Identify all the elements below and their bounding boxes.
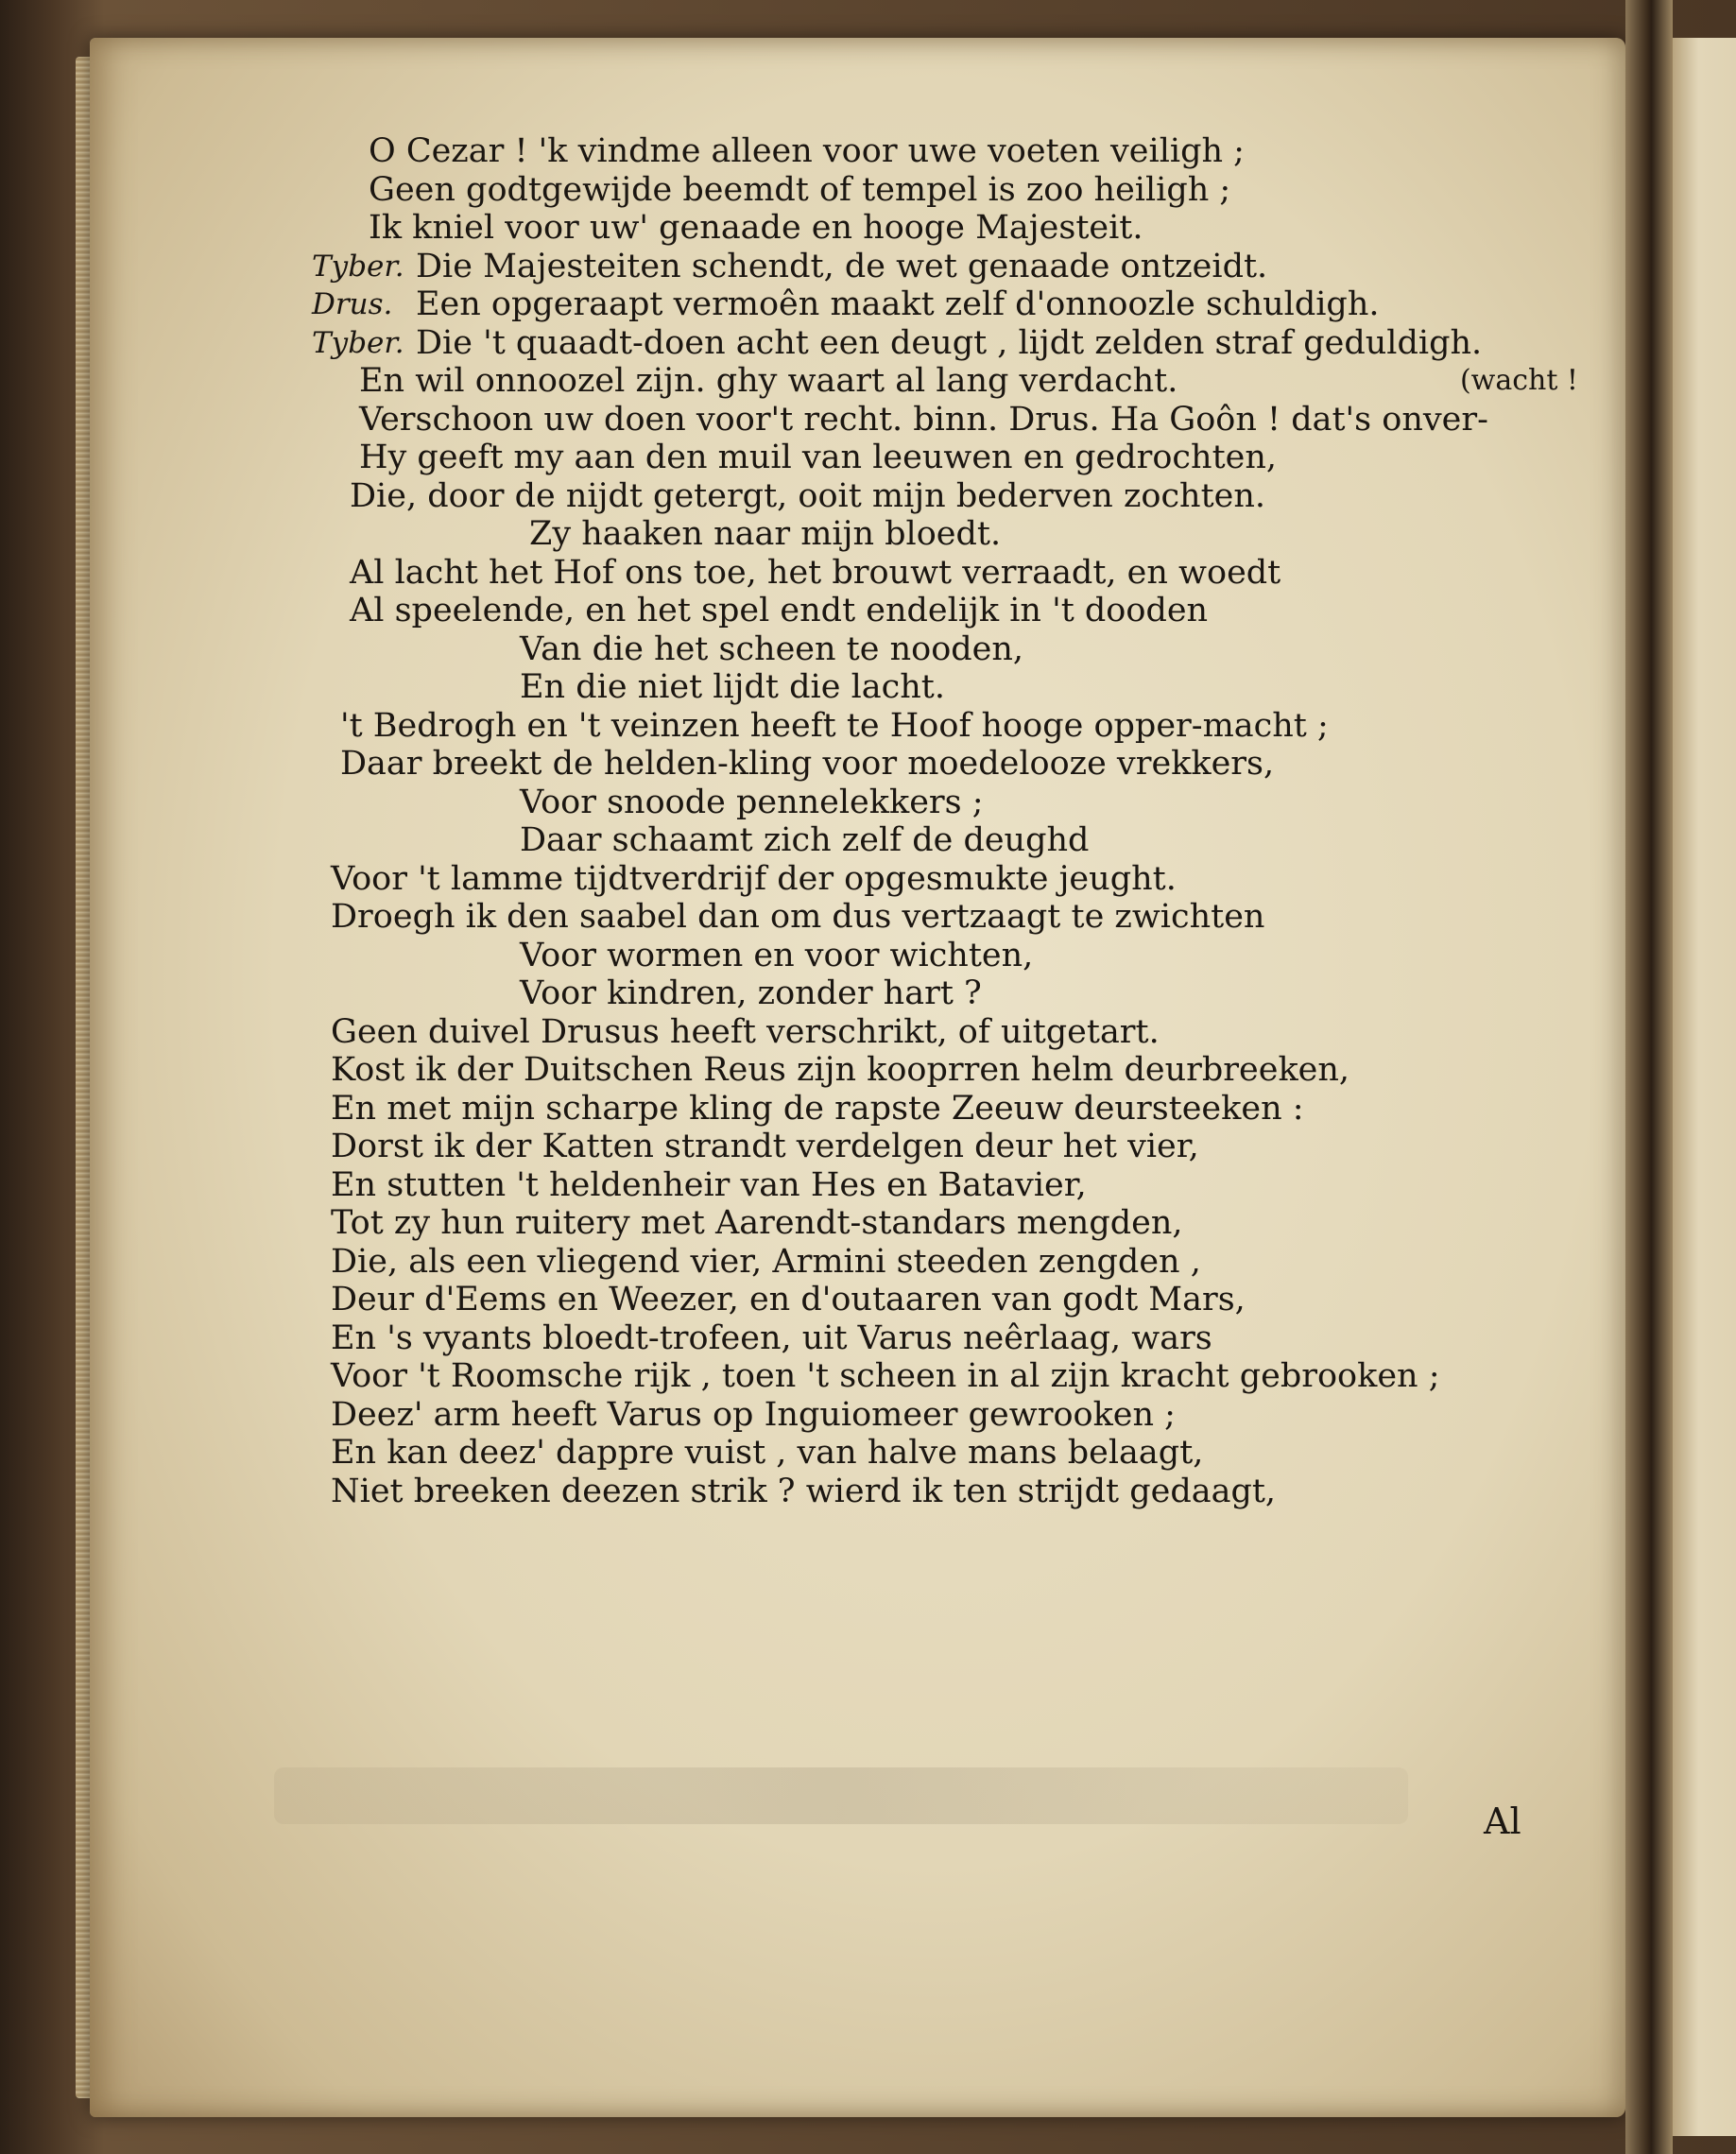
verse-text: Daar breekt de helden-kling voor moedelooze vrekkers, <box>340 745 1275 783</box>
verse-text: Ik kniel voor uw' genaade en hooge Majesteit. <box>369 209 1143 247</box>
verse-line <box>312 477 1578 516</box>
catchword: Al <box>1484 1801 1521 1842</box>
verse-line <box>312 1357 1578 1396</box>
verse-text: Hy geeft my aan den muil van leeuwen en gedrochten, <box>359 439 1278 476</box>
verse-line <box>312 668 1578 707</box>
verse-text: O Cezar ! 'k vindme alleen voor uwe voeten veiligh ; <box>369 132 1245 170</box>
verse-line <box>312 285 1578 324</box>
speaker-label: Tyber. <box>312 325 404 360</box>
verse-text: Die Majesteiten schendt, de wet genaade ontzeidt. <box>416 247 1268 285</box>
verse-text: Voor 't Roomsche rijk , toen 't scheen in al zijn kracht gebrooken ; <box>331 1357 1440 1395</box>
verse-text: Die, door de nijdt getergt, ooit mijn bederven zochten. <box>350 476 1266 515</box>
show-through-text <box>274 1767 1408 1824</box>
verse-line <box>312 784 1578 822</box>
verse-line <box>312 1281 1578 1319</box>
verse-line <box>312 937 1578 975</box>
speaker-label: Drus. <box>312 287 393 321</box>
verse-line <box>312 171 1578 210</box>
verse-text: Kost ik der Duitschen Reus zijn kooprren helm deurbreeken, <box>331 1051 1350 1089</box>
verse-text: En wil onnoozel zijn. ghy waart al lang verdacht. <box>359 362 1178 400</box>
verse-line <box>312 248 1578 286</box>
verse-text: Niet breeken deezen strik ? wierd ik ten strijdt gedaagt, <box>331 1472 1277 1510</box>
verse-line <box>312 132 1578 171</box>
verse-line <box>312 1434 1578 1473</box>
verse-line <box>312 821 1578 860</box>
verse-line <box>312 1128 1578 1166</box>
verse-text: Dorst ik der Katten strandt verdelgen deur het vier, <box>331 1128 1199 1165</box>
verse-line <box>312 630 1578 669</box>
verse-text: Deez' arm heeft Varus op Inguiomeer gewrooken ; <box>331 1395 1176 1434</box>
verse-line <box>312 898 1578 937</box>
verse-text-block <box>312 132 1578 1510</box>
verse-text: En 's vyants bloedt-trofeen, uit Varus neêrlaag, wars <box>331 1318 1212 1357</box>
speaker-label: Tyber. <box>312 249 404 284</box>
verse-text: Een opgeraapt vermoên maakt zelf d'onnoozle schuldigh. <box>416 285 1380 323</box>
verse-text: Tot zy hun ruitery met Aarendt-standars mengden, <box>331 1204 1183 1242</box>
verse-line <box>312 439 1578 477</box>
verse-line <box>312 1090 1578 1129</box>
verse-line <box>312 1243 1578 1282</box>
verse-text: Daar schaamt zich zelf de deughd <box>520 821 1090 859</box>
verse-text: Voor wormen en voor wichten, <box>520 936 1034 974</box>
verse-line <box>312 1051 1578 1090</box>
verse-text: En met mijn scharpe kling de rapste Zeeuw deursteeken : <box>331 1089 1304 1128</box>
verse-line <box>312 1396 1578 1435</box>
verse-text: Al speelende, en het spel endt endelijk in 't dooden <box>350 592 1209 629</box>
verse-text: Voor snoode pennelekkers ; <box>520 783 984 821</box>
verse-text: En die niet lijdt die lacht. <box>520 668 945 706</box>
verse-line <box>312 554 1578 593</box>
verse-line <box>312 324 1578 363</box>
verse-line <box>312 974 1578 1013</box>
verse-line <box>312 1013 1578 1052</box>
verse-text: Droegh ik den saabel dan om dus vertzaagt te zwichten <box>331 898 1265 936</box>
verse-line <box>312 401 1578 439</box>
verse-text: Van die het scheen te nooden, <box>520 629 1024 668</box>
verse-line <box>312 1319 1578 1358</box>
verse-text: En stutten 't heldenheir van Hes en Batavier, <box>331 1165 1087 1204</box>
verse-line <box>312 592 1578 630</box>
verse-text: En kan deez' dappre vuist , van halve mans belaagt, <box>331 1434 1204 1472</box>
verse-text: Verschoon uw doen voor't recht. binn. Drus. Ha Goôn ! dat's onver- <box>359 400 1488 439</box>
verse-line <box>312 1473 1578 1511</box>
book-gutter <box>1625 0 1673 2154</box>
verse-line <box>312 209 1578 248</box>
verse-text: Geen godtgewijde beemdt of tempel is zoo heiligh ; <box>369 170 1231 209</box>
verse-line <box>312 860 1578 899</box>
verse-line <box>312 707 1578 746</box>
verse-line <box>312 1166 1578 1205</box>
verse-text: Die, als een vliegend vier, Armini steeden zengden , <box>331 1242 1201 1281</box>
facing-page-edge <box>1673 38 1736 2136</box>
verse-line <box>312 515 1578 554</box>
verse-text: Die 't quaadt-doen acht een deugt , lijdt zelden straf geduldigh. <box>416 323 1483 362</box>
verse-line <box>312 745 1578 784</box>
verse-text: Voor 't lamme tijdtverdrijf der opgesmukte jeught. <box>331 859 1177 898</box>
verse-text: Zy haaken naar mijn bloedt. <box>529 515 1002 553</box>
verse-text: Geen duivel Drusus heeft verschrikt, of uitgetart. <box>331 1012 1160 1051</box>
verse-text: Deur d'Eems en Weezer, en d'outaaren van godt Mars, <box>331 1281 1246 1318</box>
verse-text: Voor kindren, zonder hart ? <box>520 974 982 1012</box>
verse-text: Al lacht het Hof ons toe, het brouwt verraadt, en woedt <box>350 553 1281 592</box>
verse-line <box>312 1204 1578 1243</box>
verse-line <box>312 362 1578 401</box>
verse-text: 't Bedrogh en 't veinzen heeft te Hoof hooge opper-macht ; <box>340 706 1329 745</box>
verse-overflow-turnup: (wacht ! <box>1459 364 1578 397</box>
